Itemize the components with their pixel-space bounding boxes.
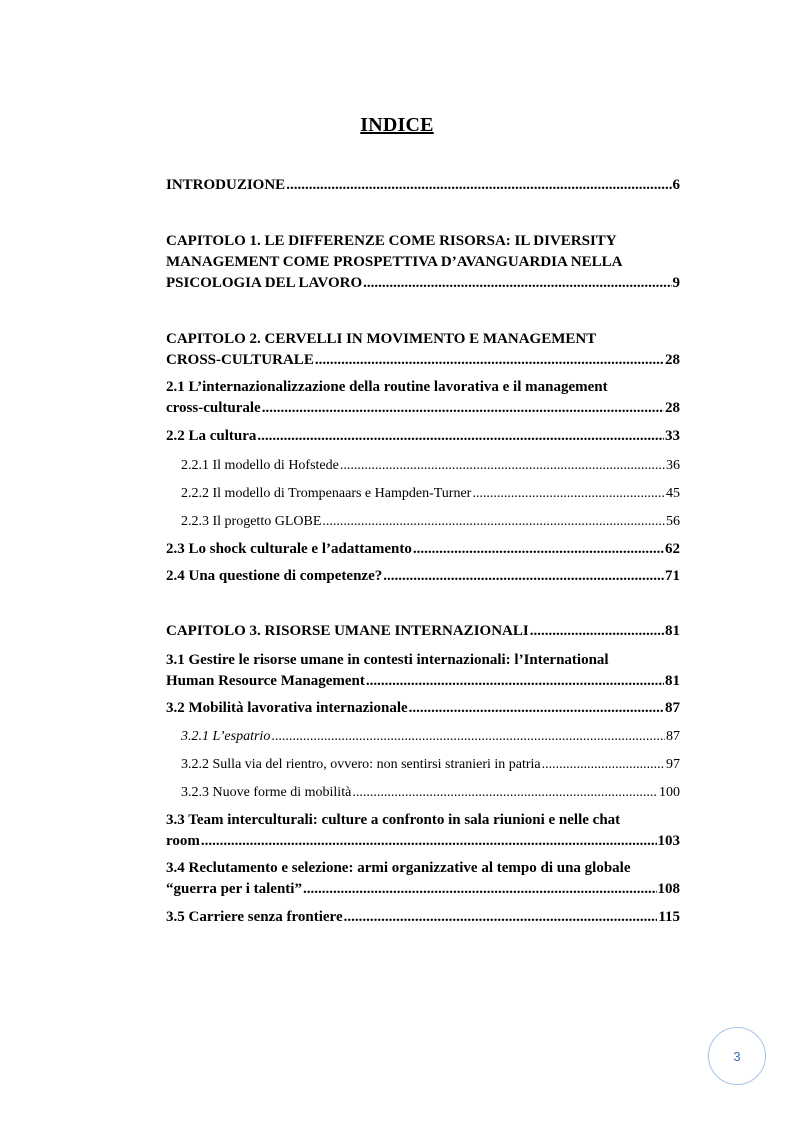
toc-page: 81 [665, 673, 680, 689]
toc-page: 108 [657, 881, 680, 897]
toc-page: 28 [665, 352, 680, 368]
toc-entry-3-1[interactable] [166, 650, 680, 692]
toc-page: 56 [666, 514, 680, 529]
toc-entry-3-4[interactable] [166, 858, 680, 900]
toc-label: 2.2 La cultura [166, 428, 257, 444]
toc-label: 3.2.2 Sulla via del rientro, ovvero: non sentirsi stranieri in patria [181, 757, 541, 772]
toc-entry-2-2-3[interactable] [181, 511, 680, 532]
toc-entry-capitolo-3[interactable] [166, 621, 680, 642]
toc-label: 2.4 Una questione di competenze? [166, 568, 383, 584]
toc-label: 3.5 Carriere senza frontiere [166, 909, 343, 925]
toc-label-line: 3.1 Gestire le risorse umane in contesti internazionali: l’International [166, 652, 609, 668]
toc-label-line: 3.3 Team interculturali: culture a confronto in sala riunioni e nelle chat [166, 812, 621, 828]
toc-entry-2-2-2[interactable] [181, 483, 680, 504]
toc-page: 87 [666, 729, 680, 744]
toc-page: 62 [665, 541, 680, 557]
toc-page: 100 [659, 785, 680, 800]
toc-page: 97 [666, 757, 680, 772]
toc-entry-capitolo-2[interactable] [166, 329, 680, 371]
toc-page: 103 [657, 833, 680, 849]
toc-label: 2.2.2 Il modello di Trompenaars e Hampden-Turner [181, 486, 472, 501]
toc-label: Human Resource Management [166, 673, 365, 689]
toc-label: “guerra per i talenti” [166, 881, 302, 897]
toc-label: 2.3 Lo shock culturale e l’adattamento [166, 541, 412, 557]
toc-label: CAPITOLO 3. RISORSE UMANE INTERNAZIONALI [166, 623, 529, 639]
toc-label: PSICOLOGIA DEL LAVORO [166, 275, 363, 291]
toc-entry-2-2-1[interactable] [181, 455, 680, 476]
toc-label-line: 3.4 Reclutamento e selezione: armi organizzative al tempo di una globale [166, 860, 631, 876]
toc-label: 2.2.3 Il progetto GLOBE [181, 514, 322, 529]
toc-label: CROSS-CULTURALE [166, 352, 314, 368]
toc-page: 9 [672, 275, 680, 291]
toc-label-line: CAPITOLO 2. CERVELLI IN MOVIMENTO E MANAGEMENT [166, 331, 597, 347]
toc-entry-3-2-3[interactable] [181, 782, 680, 803]
toc-label-line: 2.1 L’internazionalizzazione della routine lavorativa e il management [166, 379, 608, 395]
toc-label: cross-culturale [166, 400, 261, 416]
toc-page: 87 [665, 700, 680, 716]
toc-label-line: CAPITOLO 1. LE DIFFERENZE COME RISORSA: IL DIVERSITY [166, 233, 617, 249]
toc-label-line: MANAGEMENT COME PROSPETTIVA D’AVANGUARDIA NELLA [166, 254, 623, 270]
toc-entry-2-1[interactable] [166, 377, 680, 419]
toc-page: 45 [666, 486, 680, 501]
toc-entry-capitolo-1[interactable] [166, 231, 680, 294]
toc-label: room [166, 833, 200, 849]
toc-entry-3-3[interactable] [166, 810, 680, 852]
toc-label: 2.2.1 Il modello di Hofstede [181, 458, 339, 473]
page-title: INDICE [360, 114, 434, 136]
toc-page: 115 [658, 909, 680, 925]
toc-entry-3-2-1[interactable] [181, 726, 680, 747]
toc-label: 3.2 Mobilità lavorativa internazionale [166, 700, 408, 716]
toc-label: 3.2.1 L’espatrio [181, 729, 271, 744]
toc-page: 33 [665, 428, 680, 444]
toc-entry-3-2[interactable] [166, 698, 680, 719]
toc-entry-3-5[interactable] [166, 907, 680, 928]
toc-page: 81 [665, 623, 680, 639]
toc-entry-2-3[interactable] [166, 539, 680, 560]
toc-entry-introduzione[interactable] [166, 175, 680, 196]
toc-page: 36 [666, 458, 680, 473]
toc-label: 3.2.3 Nuove forme di mobilità [181, 785, 352, 800]
toc-page: 6 [672, 177, 680, 193]
toc-entry-3-2-2[interactable] [181, 754, 680, 775]
toc-page: 28 [665, 400, 680, 416]
page-number: 3 [708, 1027, 766, 1085]
toc-entry-2-2[interactable] [166, 426, 680, 447]
toc-entry-2-4[interactable] [166, 566, 680, 587]
toc-page: 71 [665, 568, 680, 584]
toc-label: INTRODUZIONE [166, 177, 286, 193]
